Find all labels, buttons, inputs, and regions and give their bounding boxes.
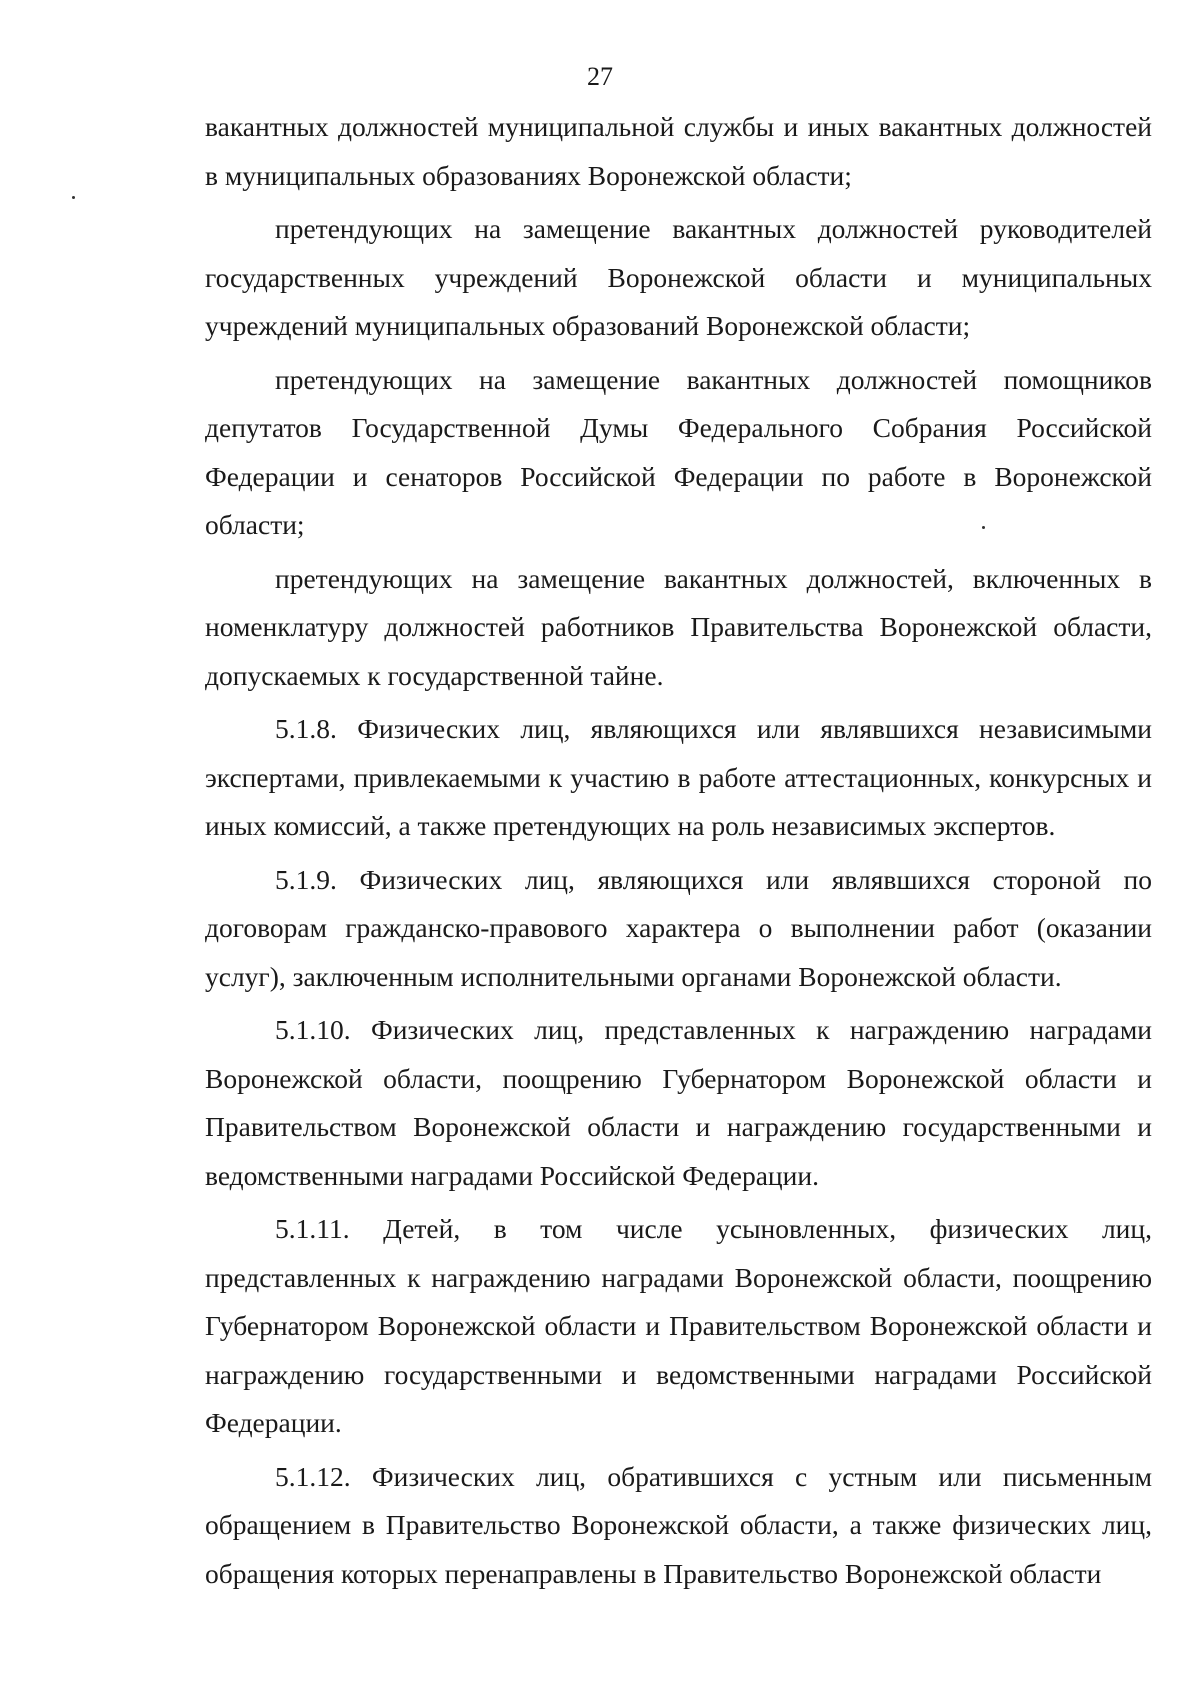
- paragraph-institution-heads: претендующих на замещение вакантных должностей руководителей государственных учреждений Воронежской области и муниципальных учреждений муниципальных образований Воронежской области;: [205, 213, 1152, 341]
- paragraph-5-1-12: 5.1.12. Физических лиц, обратившихся с устным или письменным обращением в Правительство Воронежской области, а также физических лиц, обращения которых перенаправлены в Правительство Воронежской области: [205, 1460, 1152, 1589]
- paragraph-nomenclature-positions: претендующих на замещение вакантных должностей, включенных в номенклатуру должностей работников Правительства Воронежской области, допускаемых к государственной тайне.: [205, 562, 1152, 691]
- scan-speck: [982, 526, 985, 529]
- paragraph-5-1-11: 5.1.11. Детей, в том числе усыновленных, физических лиц, представленных к награждению наградами Воронежской области, поощрению Губернатором Воронежской области и Правительством Воронежской области и награждению государственными и ведомственными наградами Российской Федерации.: [205, 1213, 1152, 1438]
- document-body: [205, 103, 1152, 1598]
- paragraph-vacant-municipal-positions: вакантных должностей муниципальной службы и иных вакантных должностей в муниципальных образованиях Воронежской области;: [205, 111, 1152, 191]
- paragraph-5-1-9: 5.1.9. Физических лиц, являющихся или являвшихся стороной по договорам гражданско-правового характера о выполнении работ (оказании услуг), заключенным исполнительными органами Воронежской области.: [205, 863, 1152, 992]
- paragraph-deputy-assistants: претендующих на замещение вакантных должностей помощников депутатов Государственной Думы Федерального Собрания Российской Федерации и сенаторов Российской Федерации по работе в Воронежской области;: [205, 363, 1152, 540]
- page-number: 27: [587, 62, 613, 91]
- scan-speck: [72, 196, 75, 199]
- paragraph-5-1-8: 5.1.8. Физических лиц, являющихся или являвшихся независимыми экспертами, привлекаемыми к участию в работе аттестационных, конкурсных и иных комиссий, а также претендующих на роль независимых экспертов.: [205, 713, 1152, 841]
- paragraph-5-1-10: 5.1.10. Физических лиц, представленных к награждению наградами Воронежской области, поощрению Губернатором Воронежской области и Правительством Воронежской области и награждению государственными и ведомственными наградами Российской Федерации.: [205, 1014, 1152, 1191]
